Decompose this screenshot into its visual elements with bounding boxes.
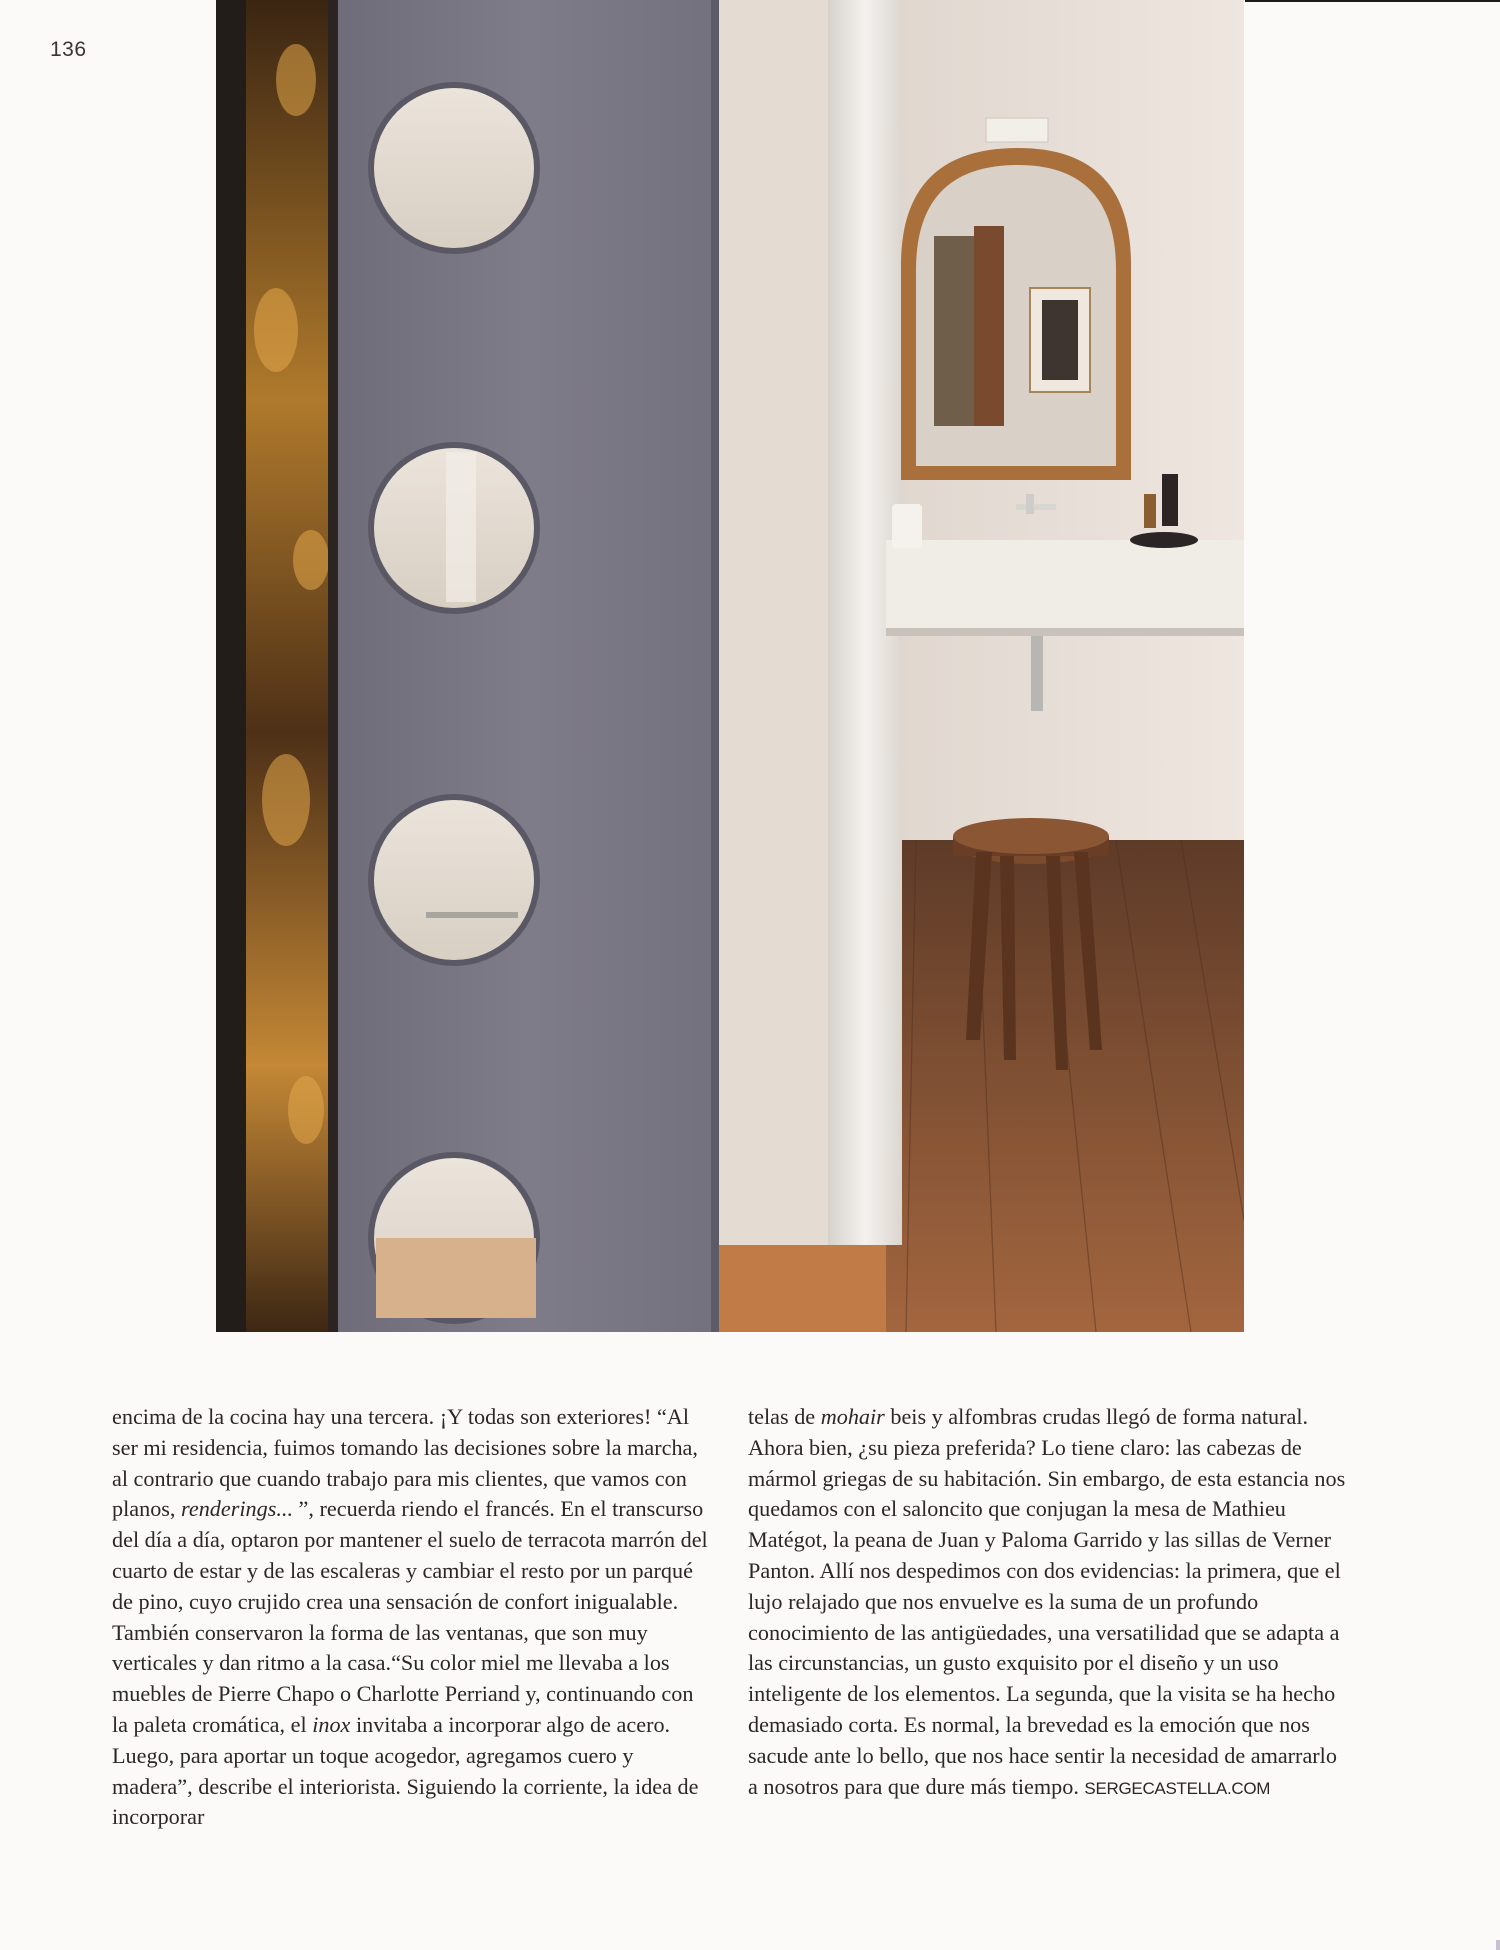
website-credit-link[interactable]: SERGECASTELLA.COM [1084,1778,1271,1798]
article-column-left [112,1402,712,1833]
text-run: invitaba a incorporar algo de acero. Luego, para aportar un toque acogedor, agregamos cuero y madera”, describe el interiorista. Siguiendo la corriente, la idea de incorporar [112,1711,699,1830]
text-run: ”, recuerda riendo el francés. En el transcurso del día a día, optaron por mantener el suelo de terracota marrón del cuarto de estar y de las escaleras y cambiar el resto por un parqué de pino, cuyo crujido crea una sensación de confort inigualable. También conservaron la forma de las ventanas, que son muy verticales y dan ritmo a la casa.“Su color miel me llevaba a los muebles de Pierre Chapo o Charlotte Perriand y, continuando con la paleta cromática, el [112,1496,708,1737]
italic-term-mohair: mohair [820,1404,885,1429]
text-run: encima de la cocina hay una tercera. ¡Y todas son exteriores! “Al ser mi residencia, fuimos tomando las decisiones sobre la marcha, al contrario que cuando trabajo para mis clientes, que vamos con planos, [112,1404,698,1522]
article-paragraph-right [748,1402,1348,1804]
article-paragraph-left [112,1402,712,1833]
page-number: 136 [50,38,87,61]
article-column-right [748,1402,1348,1804]
top-rule [1245,0,1500,2]
text-run: beis y alfombras crudas llegó de forma natural. Ahora bien, ¿su pieza preferida? Lo tiene claro: las cabezas de mármol griegas de su habitación. Sin embargo, de esta estancia nos quedamos con el saloncito que conjugan la mesa de Mathieu Matégot, la peana de Juan y Paloma Garrido y las sillas de Verner Panton. Allí nos despedimos con dos evidencias: la primera, que el lujo relajado que nos envuelve es la suma de un profundo conocimiento de las antigüedades, una versatilidad que se adapta a las circunstancias, un gusto exquisito por el diseño y un uso inteligente de los elementos. La segunda, que la visita se ha hecho demasiado corta. Es normal, la brevedad es la emoción que nos sacude ante lo bello, que nos hace sentir la necesidad de amarrarlo a nosotros para que dure más tiempo. [748,1404,1346,1799]
edge-mark [1496,1940,1500,1950]
text-run: telas de [748,1404,821,1429]
italic-term-renderings: renderings... [181,1496,293,1522]
interior-photo [216,0,1244,1332]
italic-term-inox: inox [312,1711,351,1737]
